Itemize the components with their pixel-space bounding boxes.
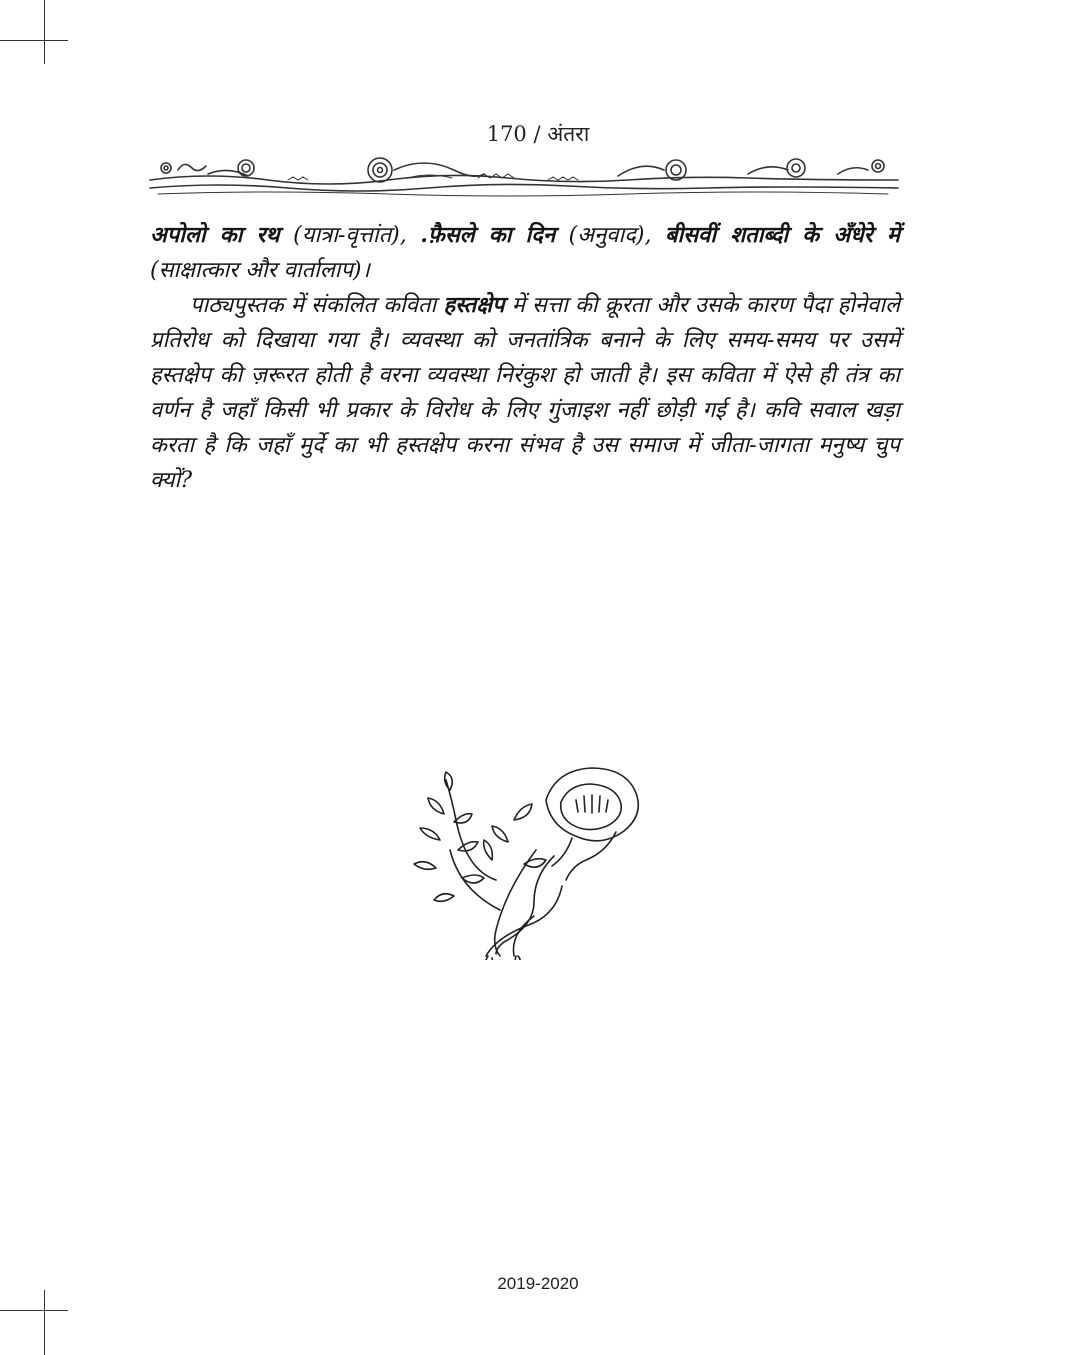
works-paragraph — [150, 218, 900, 288]
poem-description-paragraph — [150, 288, 900, 498]
work-genre: (अनुवाद), — [568, 223, 652, 248]
work-title: बीसवीं शताब्दी के अँधेरे में — [664, 222, 901, 248]
poem-title: हस्तक्षेप — [443, 292, 505, 318]
crop-mark-top-h — [0, 40, 68, 41]
paragraph-text: पाठ्यपुस्तक में संकलित कविता — [190, 293, 437, 318]
work-genre: (यात्रा-वृत्तांत), — [293, 223, 407, 248]
page-number: 170 — [486, 122, 527, 146]
work-genre: (साक्षात्कार और वार्तालाप)। — [150, 258, 370, 283]
flower-with-leaves-icon — [396, 760, 666, 960]
crop-mark-top-v — [44, 0, 45, 64]
header-separator: / — [533, 122, 541, 146]
crop-mark-bottom-h — [0, 1310, 68, 1311]
work-title: अपोलो का रथ — [150, 222, 280, 248]
work-title: .फ़ैसले का दिन — [420, 222, 556, 248]
paragraph-text: में सत्ता की क्रूरता और उसके कारण पैदा होनेवाले प्रतिरोध को दिखाया गया है। व्यवस्था को जनतांत्रिक बनाने के लिए समय-समय पर उसमें हस्तक्षेप की ज़रूरत होती है वरना व्यवस्था निरंकुश हो जाती है। इस कविता में ऐसे ही तंत्र का वर्णन है जहाँ किसी भी प्रकार के विरोध के लिए गुंजाइश नहीं छोड़ी गई है। कवि सवाल खड़ा करता है कि जहाँ मुर्दे का भी हस्तक्षेप करना संभव है उस समाज में जीता-जागता मनुष्य चुप क्यों? — [150, 293, 900, 493]
main-text — [150, 218, 900, 498]
book-title: अंतरा — [547, 122, 590, 146]
crop-mark-bottom-v — [44, 1290, 45, 1355]
decorative-wave-border-icon — [148, 150, 900, 198]
page-header — [0, 120, 1076, 148]
footer-year: 2019-2020 — [497, 1274, 579, 1293]
